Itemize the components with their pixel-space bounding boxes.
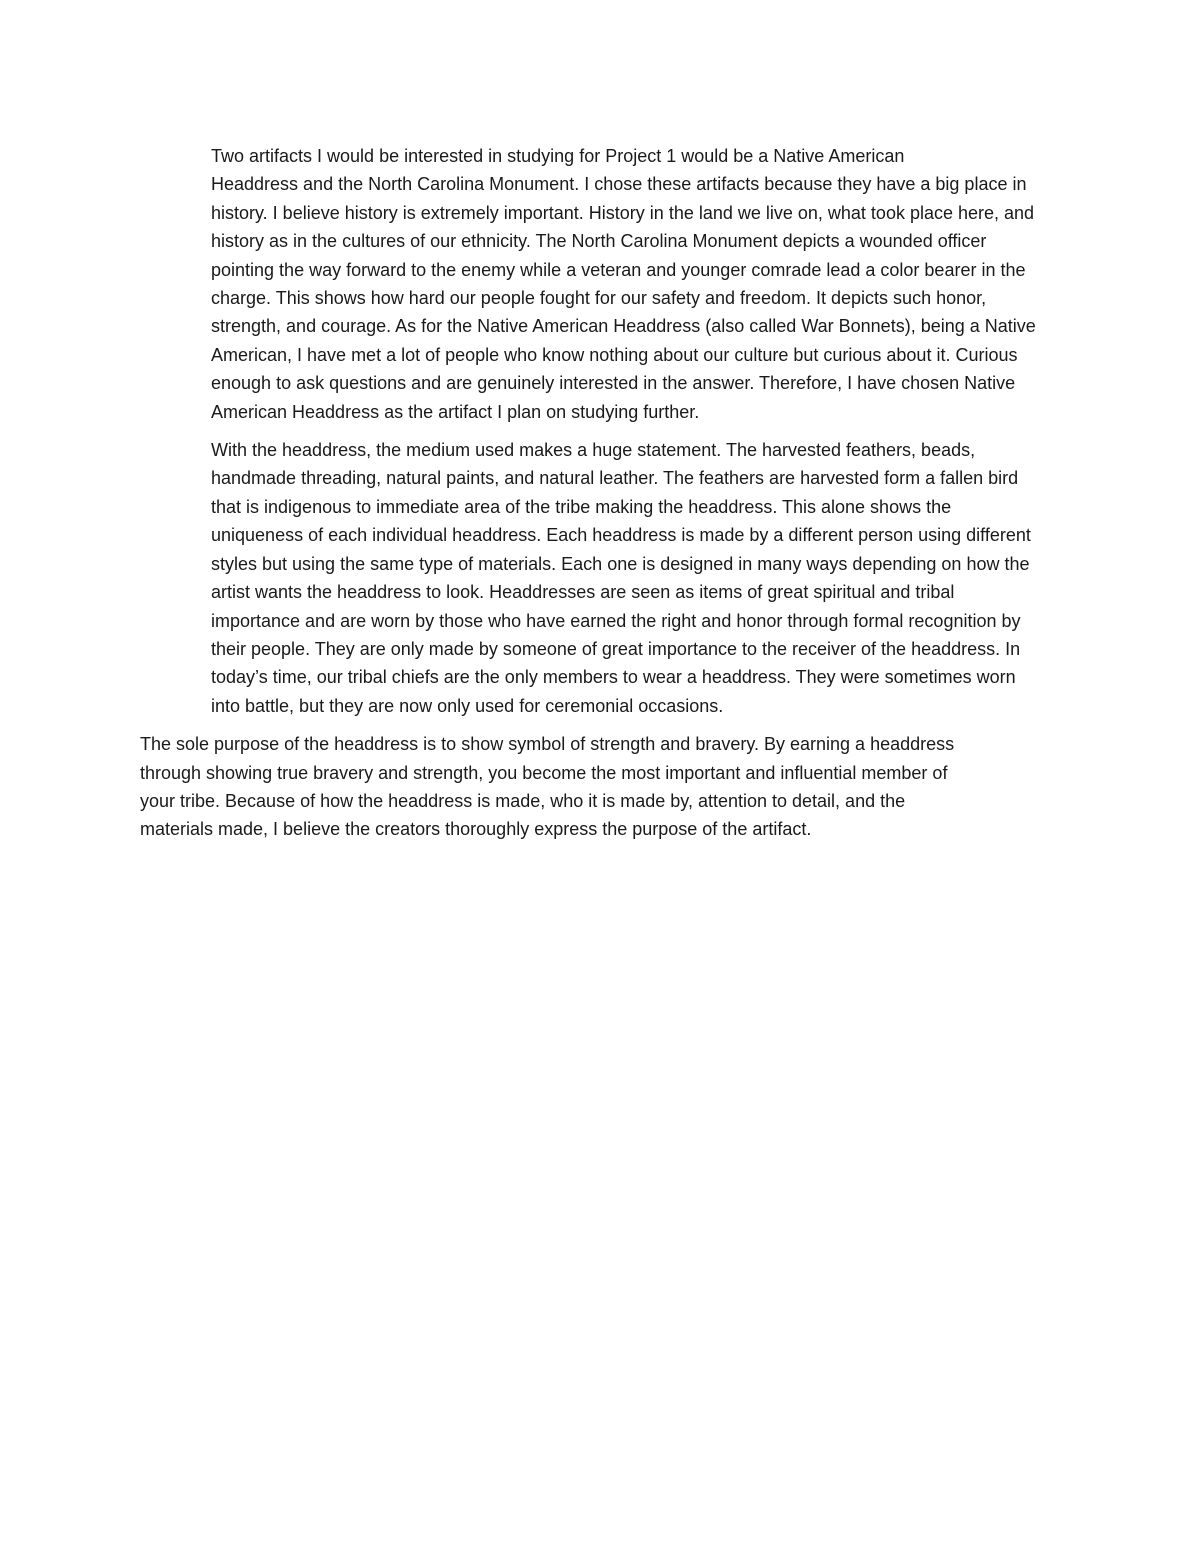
text-line: handmade threading, natural paints, and natural leather. The feathers are harvested form a fallen bird	[211, 468, 1019, 489]
text-line: With the headdress, the medium used makes a huge statement. The harvested feathers, beads,	[211, 440, 976, 461]
text-line: through showing true bravery and strength, you become the most important and influential member of	[140, 762, 948, 783]
text-line: Two artifacts I would be interested in studying for Project 1 would be a Native American	[211, 146, 905, 166]
text-line: importance and are worn by those who have earned the right and honor through formal recognition by	[211, 610, 1021, 631]
text-line: your tribe. Because of how the headdress is made, who it is made by, attention to detail, and the	[140, 790, 906, 811]
text-line: history. I believe history is extremely important. History in the land we live on, what took place here, and	[211, 202, 1035, 223]
text-line: strength, and courage. As for the Native American Headdress (also called War Bonnets), being a Native	[211, 316, 1036, 337]
text-line: styles but using the same type of materials. Each one is designed in many ways depending on how the	[211, 553, 1030, 574]
text-line: charge. This shows how hard our people fought for our safety and freedom. It depicts such honor,	[211, 288, 987, 309]
text-line: that is indigenous to immediate area of the tribe making the headdress. This alone shows the	[211, 496, 952, 517]
paragraph-1	[140, 142, 1060, 426]
text-line: American Headdress as the artifact I plan on studying further.	[211, 401, 700, 422]
text-line: pointing the way forward to the enemy while a veteran and younger comrade lead a color bearer in the	[211, 259, 1026, 280]
text-line: artist wants the headdress to look. Headdresses are seen as items of great spiritual and tribal	[211, 582, 955, 603]
text-line: enough to ask questions and are genuinely interested in the answer. Therefore, I have chosen Native	[211, 373, 1016, 394]
paragraph-3	[140, 730, 1060, 844]
document-body	[140, 142, 1060, 854]
text-line: their people. They are only made by someone of great importance to the receiver of the headdress. In	[211, 638, 1021, 659]
text-line: uniqueness of each individual headdress. Each headdress is made by a different person using different	[211, 525, 1031, 546]
paragraph-2	[140, 436, 1060, 720]
text-line: The sole purpose of the headdress is to show symbol of strength and bravery. By earning a headdress	[140, 734, 955, 755]
text-line: into battle, but they are now only used for ceremonial occasions.	[211, 695, 724, 716]
text-line: today’s time, our tribal chiefs are the only members to wear a headdress. They were sometimes worn	[211, 667, 1016, 688]
text-line: Headdress and the North Carolina Monument. I chose these artifacts because they have a big place in	[211, 174, 1027, 195]
text-line: American, I have met a lot of people who know nothing about our culture but curious about it. Curious	[211, 344, 1018, 365]
text-line: history as in the cultures of our ethnicity. The North Carolina Monument depicts a wounded officer	[211, 231, 987, 252]
text-line: materials made, I believe the creators thoroughly express the purpose of the artifact.	[140, 819, 812, 840]
